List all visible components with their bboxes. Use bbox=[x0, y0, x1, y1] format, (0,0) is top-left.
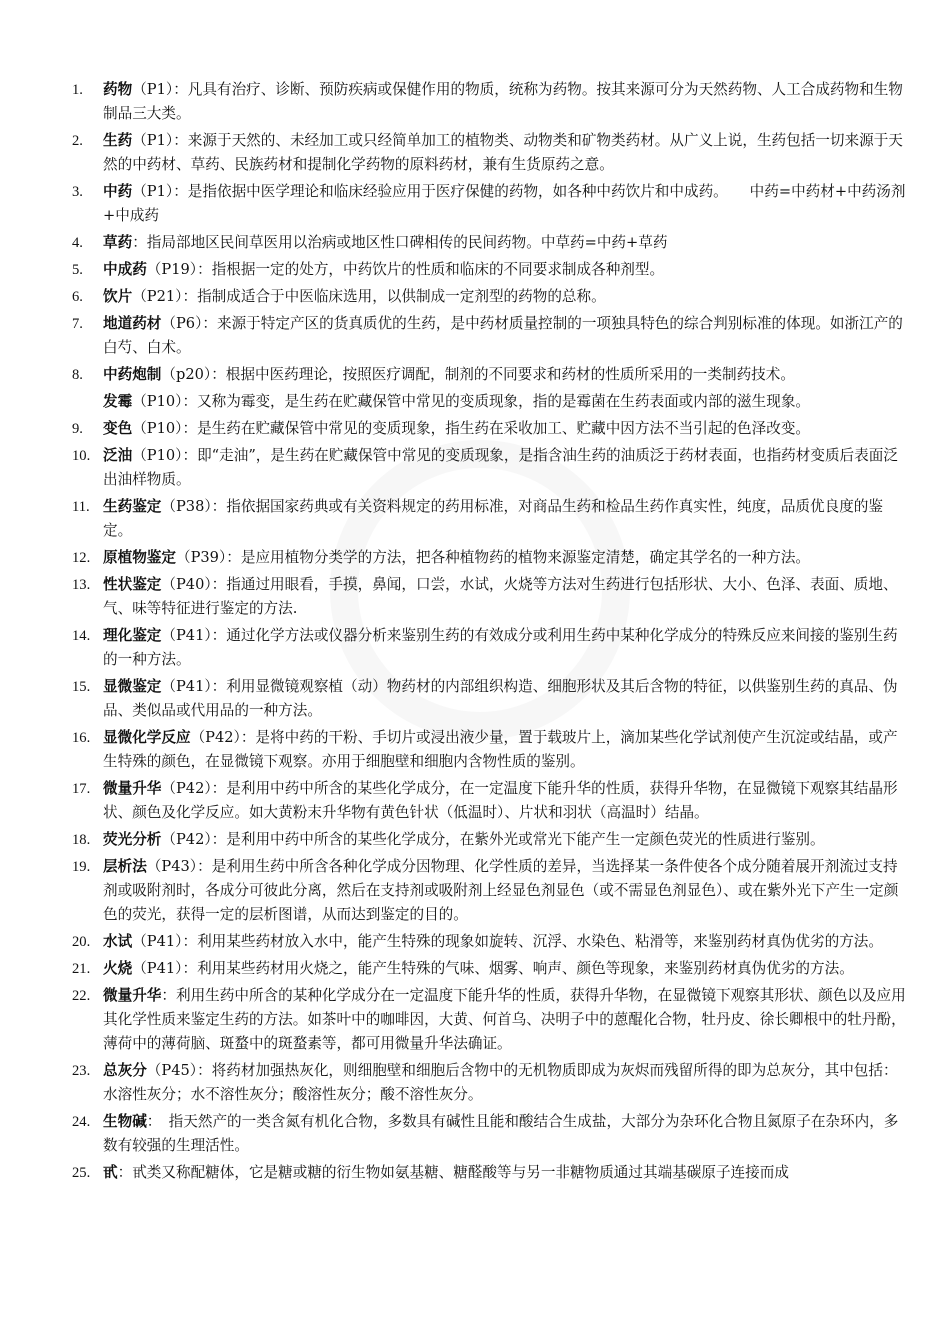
list-item bbox=[0, 495, 950, 543]
definition-text: ：利用显微镜观察植（动）物药材的内部组织构造、细胞形状及其后含物的特征，以供鉴别生药的真品、伪品、类似品或代用品的一种方法。 bbox=[103, 678, 898, 719]
term: 显微化学反应 bbox=[103, 729, 191, 746]
term: 生药 bbox=[103, 132, 133, 149]
term: 微量升华 bbox=[103, 780, 162, 797]
definition-text: ：是生药在贮藏保管中常见的变质现象，指生药在采收加工、贮藏中因方法不当引起的色泽改变。 bbox=[182, 420, 811, 437]
list-item bbox=[0, 984, 950, 1056]
page-reference: （P42） bbox=[190, 729, 241, 746]
list-item bbox=[0, 129, 950, 177]
definition-text: ：利用某些药材用火烧之，能产生特殊的气味、烟雾、响声、颜色等现象，来鉴别药材真伪优劣的方法。 bbox=[182, 960, 854, 977]
item-number: 5. bbox=[72, 262, 83, 278]
list-item bbox=[0, 573, 950, 621]
definition-text: ：凡具有治疗、诊断、预防疾病或保健作用的物质，统称为药物。按其来源可分为天然药物、人工合成药物和生物制品三大类。 bbox=[103, 81, 903, 122]
list-item bbox=[0, 624, 950, 672]
term: 总灰分 bbox=[103, 1062, 147, 1079]
list-item bbox=[0, 855, 950, 927]
page-reference: （P10） bbox=[132, 447, 183, 464]
list-item bbox=[0, 231, 950, 255]
term: 生药鉴定 bbox=[103, 498, 162, 515]
list-item bbox=[0, 726, 950, 774]
list-item bbox=[0, 777, 950, 825]
list-item bbox=[0, 363, 950, 387]
definition-text: ：即“走油”，是生药在贮藏保管中常见的变质现象，是指含油生药的油质泛于药材表面，也指药材变质后表面泛出油样物质。 bbox=[103, 447, 898, 488]
page-reference: （P19） bbox=[146, 261, 198, 278]
term: 草药 bbox=[103, 234, 133, 251]
page-reference: （P41） bbox=[161, 627, 212, 644]
page-reference: （P10） bbox=[132, 420, 183, 437]
definition-text: ：是应用植物分类学的方法，把各种植物药的植物来源鉴定清楚，确定其学名的一种方法。 bbox=[226, 549, 811, 566]
term: 显微鉴定 bbox=[103, 678, 162, 695]
list-item bbox=[0, 546, 950, 570]
page-reference: （p20） bbox=[161, 366, 212, 383]
list-item bbox=[0, 828, 950, 852]
definition-text: ：根据中医药理论，按照医疗调配，制剂的不同要求和药材的性质所采用的一类制药技术。 bbox=[211, 366, 795, 383]
list-item bbox=[0, 312, 950, 360]
page-reference: （P38） bbox=[161, 498, 212, 515]
item-number: 22. bbox=[72, 988, 91, 1004]
page-reference: （P40） bbox=[161, 576, 212, 593]
definition-text: ：来源于天然的、未经加工或只经简单加工的植物类、动物类和矿物类药材。从广义上说，生药包括一切来源于天然的中药材、草药、民族药材和提制化学药物的原料药材，兼有生货原药之意。 bbox=[103, 132, 903, 173]
item-number: 21. bbox=[72, 961, 91, 977]
term: 层析法 bbox=[103, 858, 147, 875]
item-number: 9. bbox=[72, 421, 83, 437]
term: 发霉 bbox=[103, 393, 133, 410]
page-reference: （P39） bbox=[175, 549, 227, 566]
item-number: 17. bbox=[72, 781, 91, 797]
item-number: 18. bbox=[72, 832, 91, 848]
item-number: 3. bbox=[72, 184, 83, 200]
item-number: 8. bbox=[72, 367, 83, 383]
definition-text: ：是利用生药中所含各种化学成分因物理、化学性质的差异，当选择某一条件使各个成分随着展开剂流过支持剂或吸附剂时，各成分可彼此分离，然后在支持剂或吸附剂上经显色剂显色（或不需显色剂显色）、或在紫外光下产生一定颜色的荧光，获得一定的层析图谱，从而达到鉴定的目的。 bbox=[103, 858, 899, 923]
definition-text: ：利用某些药材放入水中，能产生特殊的现象如旋转、沉浮、水染色、粘滑等，来鉴别药材真伪优劣的方法。 bbox=[182, 933, 883, 950]
list-item bbox=[0, 180, 950, 228]
term: 微量升华 bbox=[103, 987, 162, 1004]
term: 荧光分析 bbox=[103, 831, 162, 848]
item-number: 23. bbox=[72, 1063, 91, 1079]
definition-text: ：是指依据中医学理论和临床经验应用于医疗保健的药物，如各种中药饮片和中成药。 中药=中药材+中药汤剂+中成药 bbox=[103, 183, 906, 224]
page-reference: （P41） bbox=[161, 678, 212, 695]
term: 中药 bbox=[103, 183, 133, 200]
item-number: 25. bbox=[72, 1165, 91, 1181]
page-reference: （P1） bbox=[132, 132, 174, 149]
term: 原植物鉴定 bbox=[103, 549, 176, 566]
definition-text: ：指制成适合于中医临床选用，以供制成一定剂型的药物的总称。 bbox=[182, 288, 606, 305]
term: 变色 bbox=[103, 420, 133, 437]
definition-text: ：指依据国家药典或有关资料规定的药用标准，对商品生药和检品生药作真实性，纯度，品质优良度的鉴定。 bbox=[103, 498, 883, 539]
definition-text: ：通过化学方法或仪器分析来鉴别生药的有效成分或利用生药中某种化学成分的特殊反应来间接的鉴别生药的一种方法。 bbox=[103, 627, 898, 668]
item-number: 1. bbox=[72, 82, 83, 98]
definition-text: ：是利用中药中所含的某些化学成分，在一定温度下能升华的性质，获得升华物，在显微镜下观察其结晶形状、颜色及化学反应。如大黄粉末升华物有黄色针状（低温时）、片状和羽状（高温时）结晶。 bbox=[103, 780, 898, 821]
list-item bbox=[0, 78, 950, 126]
document-page bbox=[0, 78, 950, 1188]
list-item bbox=[0, 390, 950, 414]
definition-text: ：将药材加强热灰化，则细胞壁和细胞后含物中的无机物质即成为灰烬而残留所得的即为总灰分，其中包括：水溶性灰分；水不溶性灰分；酸溶性灰分；酸不溶性灰分。 bbox=[103, 1062, 898, 1103]
list-item bbox=[0, 957, 950, 981]
term: 中成药 bbox=[103, 261, 147, 278]
item-number: 6. bbox=[72, 289, 83, 305]
definition-text: ：又称为霉变，是生药在贮藏保管中常见的变质现象，指的是霉菌在生药表面或内部的滋生现象。 bbox=[182, 393, 811, 410]
term: 理化鉴定 bbox=[103, 627, 162, 644]
list-item bbox=[0, 675, 950, 723]
page-reference: （P41） bbox=[132, 933, 183, 950]
page-reference: （P6） bbox=[161, 315, 203, 332]
definition-text: ：指局部地区民间草医用以治病或地区性口碑相传的民间药物。中草药=中药+草药 bbox=[132, 234, 668, 251]
term: 水试 bbox=[103, 933, 133, 950]
definition-text: ：指根据一定的处方，中药饮片的性质和临床的不同要求制成各种剂型。 bbox=[197, 261, 665, 278]
term: 生物碱 bbox=[103, 1113, 147, 1130]
page-reference: （P21） bbox=[132, 288, 183, 305]
item-number: 19. bbox=[72, 859, 91, 875]
definition-text: ： 指天然产的一类含氮有机化合物，多数具有碱性且能和酸结合生成盐，大部分为杂环化合物且氮原子在杂环内，多数有较强的生理活性。 bbox=[103, 1113, 899, 1154]
definition-text: ：是利用中药中所含的某些化学成分，在紫外光或常光下能产生一定颜色荧光的性质进行鉴别。 bbox=[211, 831, 825, 848]
page-reference: （P10） bbox=[132, 393, 183, 410]
list-item bbox=[0, 1110, 950, 1158]
item-number: 14. bbox=[72, 628, 91, 644]
term: 泛油 bbox=[103, 447, 133, 464]
list-item bbox=[0, 285, 950, 309]
list-item bbox=[0, 444, 950, 492]
term: 地道药材 bbox=[103, 315, 162, 332]
item-number: 2. bbox=[72, 133, 83, 149]
page-reference: （P43） bbox=[146, 858, 198, 875]
page-reference: （P42） bbox=[161, 780, 212, 797]
page-reference: （P41） bbox=[132, 960, 183, 977]
page-reference: （P1） bbox=[132, 81, 174, 98]
term: 性状鉴定 bbox=[103, 576, 162, 593]
page-reference: （P1） bbox=[132, 183, 174, 200]
item-number: 16. bbox=[72, 730, 91, 746]
item-number: 11. bbox=[72, 499, 90, 515]
term: 药物 bbox=[103, 81, 133, 98]
term: 饮片 bbox=[103, 288, 133, 305]
definition-text: ：来源于特定产区的货真质优的生药，是中药材质量控制的一项独具特色的综合判别标准的体现。如浙江产的白芍、白术。 bbox=[103, 315, 903, 356]
list-item bbox=[0, 1059, 950, 1107]
definition-text: ：指通过用眼看，手摸，鼻闻，口尝，水试，火烧等方法对生药进行包括形状、大小、色泽、表面、质地、气、味等特征进行鉴定的方法. bbox=[103, 576, 898, 617]
item-number: 7. bbox=[72, 316, 83, 332]
page-reference: （P45） bbox=[146, 1062, 198, 1079]
definition-text: ：甙类又称配糖体，它是糖或糖的衍生物如氨基糖、糖醛酸等与另一非糖物质通过其端基碳原子连接而成 bbox=[117, 1164, 789, 1181]
item-number: 20. bbox=[72, 934, 91, 950]
item-number: 10. bbox=[72, 448, 91, 464]
term: 甙 bbox=[103, 1164, 118, 1181]
term: 火烧 bbox=[103, 960, 133, 977]
definition-text: ：是将中药的干粉、手切片或浸出液少量，置于载玻片上，滴加某些化学试剂使产生沉淀或结晶，或产生特殊的颜色，在显微镜下观察。亦用于细胞壁和细胞内含物性质的鉴别。 bbox=[103, 729, 898, 770]
item-number: 15. bbox=[72, 679, 91, 695]
item-number: 13. bbox=[72, 577, 91, 593]
item-number: 24. bbox=[72, 1114, 91, 1130]
item-number: 12. bbox=[72, 550, 91, 566]
list-item bbox=[0, 417, 950, 441]
page-reference: （P42） bbox=[161, 831, 212, 848]
item-number: 4. bbox=[72, 235, 83, 251]
term: 中药炮制 bbox=[103, 366, 162, 383]
definition-text: ：利用生药中所含的某种化学成分在一定温度下能升华的性质，获得升华物，在显微镜下观察其形状、颜色以及应用其化学性质来鉴定生药的方法。如茶叶中的咖啡因，大黄、何首乌、决明子中的蒽醌化合物，牡丹皮、徐长卿根中的牡丹酚，薄荷中的薄荷脑、斑蝥中的斑蝥素等，都可用微量升华法确证。 bbox=[103, 987, 906, 1052]
list-item bbox=[0, 258, 950, 282]
list-item bbox=[0, 930, 950, 954]
list-item bbox=[0, 1161, 950, 1185]
